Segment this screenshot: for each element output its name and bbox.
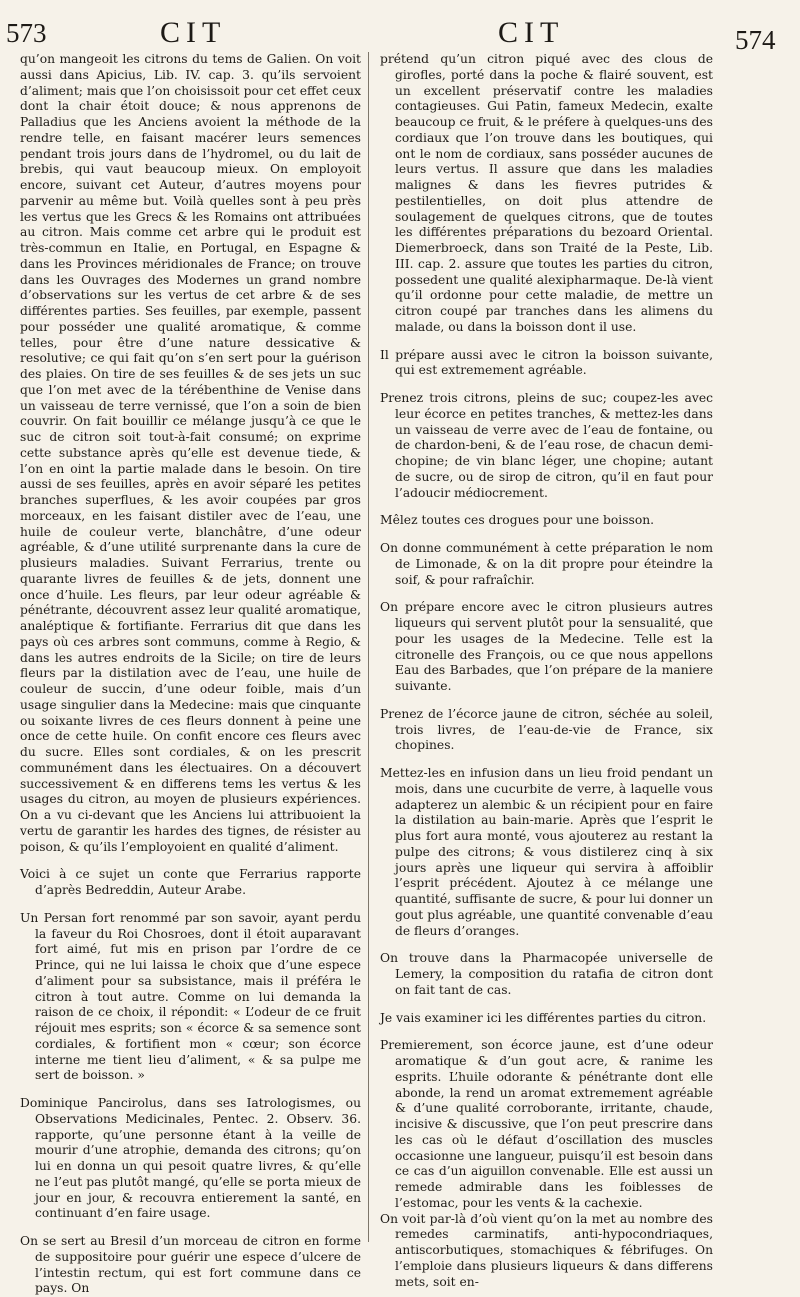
right-column xyxy=(380,52,713,1290)
paragraph-citron-girofles: prétend qu’un citron piqué avec des clous de girofles, porté dans la poche & flairé souvent, est un excellent préservatif contre les maladies contagieuses. Gui Patin, fameux Medecin, exalte beaucoup ce fruit, & le préfere à quelques-uns des cordiaux que l’on trouve dans les boutiques, qui ont le nom de cordiaux, sans posséder aucunes de leurs vertus. Il assure que dans les maladies malignes & dans les fievres putrides & pestilentielles, on doit plus attendre de soulagement de quelques citrons, que de toutes les différentes préparations du bezoard Oriental. Diemerbroeck, dans son Traité de la Peste, Lib. III. cap. 2. assure que toutes les parties du citron, possedent une qualité alexipharmaque. De-là vient qu’il ordonne pour cette maladie, de mettre un citron coupé par tranches dans les alimens du malade, ou dans la boisson dont il use. xyxy=(380,52,713,334)
paragraph-bresil: On se sert au Bresil d’un morceau de citron en forme de suppositoire pour guérir une espece d’ulcere de l’intestin rectum, qui est fort commune dans ce pays. On xyxy=(20,1234,361,1296)
paragraph-boisson-intro: Il prépare aussi avec le citron la boisson suivante, qui est extremement agréable. xyxy=(380,347,713,378)
paragraph-citronelle: On prépare encore avec le citron plusieurs autres liqueurs qui servent plutôt pour la sensualité, que pour les usages de la Medecine. Telle est la citronelle des François, ou ce que nous appellons Eau des Barbades, que l’on prépare de la maniere suivante. xyxy=(380,600,713,693)
paragraph-lemery: On trouve dans la Pharmacopée universelle de Lemery, la composition du ratafia de citron dont on fait tant de cas. xyxy=(380,951,713,997)
left-column xyxy=(20,52,361,1297)
paragraph-parties: Je vais examiner ici les différentes parties du citron. xyxy=(380,1010,707,1025)
running-head-right: CIT xyxy=(498,16,565,49)
paragraph-pancirolus: Dominique Pancirolus, dans ses Iatrologismes, ou Observations Medicinales, Pentec. 2. Observ. 36. rapporte, qu’une personne étant à la veille de mourir d’une atrophie, demanda des citrons; qu’on lui en donna un qui pesoit quatre livres, & qu’elle ne l’eut pas plutôt mangé, qu’elle se porta mieux de jour en jour, & recouvra entierement la santé, en continuant d’en faire usage. xyxy=(20,1096,361,1221)
recipe-infusion: Mettez-les en infusion dans un lieu froid pendant un mois, dans une cucurbite de verre, à laquelle vous adapterez un alembic & un récipient pour en faire la distilation au bain-marie. Après que l’esprit le plus fort aura monté, vous ajouterez au restant la pulpe des citrons; & vous distilerez cinq à six jours après une liqueur qui servira à affoiblir l’esprit précédent. Ajoutez à ce mélange une quantité, suffisante de sucre, & pour lui donner un gout plus agréable, une quantité convenable d’eau de fleurs d’oranges. xyxy=(380,766,713,938)
recipe-ecorce: Prenez de l’écorce jaune de citron, séchée au soleil, trois livres, de l’eau-de-vie de France, six chopines. xyxy=(380,706,713,753)
paragraph-carminatifs: On voit par-là d’où vient qu’on la met au nombre des remedes carminatifs, anti-hypocondriaques, antiscorbutiques, stomachiques & fébrifuges. On l’emploie dans plusieurs liqueurs & dans differens mets, soit en- xyxy=(380,1211,713,1289)
column-divider xyxy=(368,52,369,1242)
recipe-melez: Mêlez toutes ces drogues pour une boisson. xyxy=(380,513,655,528)
paragraph-ferrarius-tale: Voici à ce sujet un conte que Ferrarius rapporte d’après Bedreddin, Auteur Arabe. xyxy=(20,867,361,897)
paragraph-galien: qu’on mangeoit les citrons du tems de Galien. On voit aussi dans Apicius, Lib. IV. cap. 3. qu’ils servoient d’aliment; mais que l’on choisissoit pour cet effet ceux dont la chair étoit douce; & nous apprenons de Palladius que les Anciens avoient la méthode de la rendre telle, en faisant macérer leurs semences pendant trois jours dans de l’hydromel, ou du lait de brebis, qui vaut beaucoup mieux. On employoit encore, suivant cet Auteur, d’autres moyens pour parvenir au même but. Voilà quelles sont à peu près les vertus que les Grecs & les Romains ont attribuées au citron. Mais comme cet arbre qui le produit est très-commun en Italie, en Portugal, en Espagne & dans les Provinces méridionales de France; on trouve dans les Ouvrages des Modernes un grand nombre d’observations sur les vertus de cet arbre & de ses différentes parties. Ses feuilles, par exemple, passent pour posséder une qualité aromatique, & comme telles, pour être d’une nature dessicative & resolutive; ce qui fait qu’on s’en sert pour la guérison des plaies. On tire de ses feuilles & de ses jets un suc que l’on met avec de la térébenthine de Venise dans un vaisseau de terre vernissé, que l’on a soin de bien couvrir. On fait bouillir ce mélange jusqu’à ce que le suc de citron soit tout-à-fait consumé; on exprime cette substance après qu’elle est devenue tiede, & l’on en oint la partie malade dans le besoin. On tire aussi de ses feuilles, après en avoir séparé les petites branches superflues, & les avoir coupées par gros morceaux, en les faisant distiler avec de l’eau, une huile de couleur verte, blanchâtre, d’une odeur agréable, & d’une utilité surprenante dans la cure de plusieurs maladies. Suivant Ferrarius, trente ou quarante livres de feuilles & de jets, donnent une once d’huile. Les fleurs, par leur odeur agréable & pénétrante, découvrent assez leur qualité aromatique, analéptique & fortifiante. Ferrarius dit que dans les pays où ces arbres sont communs, comme à Regio, & dans les autres endroits de la Sicile; on tire de leurs fleurs par la distilation avec de l’eau, une huile de couleur de succin, d’une odeur foible, mais d’un usage singulier dans la Medecine: mais que cinquante ou soixante livres de ces fleurs donnent à peine une once de cette huile. On confit encore ces fleurs avec du sucre. Elles sont cordiales, & on les prescrit communément dans les électuaires. On a découvert successivement & en differens tems les vertus & les usages du citron, au moyen de plusieurs expériences. On a vu ci-devant que les Anciens lui attribuoient la vertu de garantir les hardes des tignes, de résister au poison, & qu’ils l’employoient en qualité d’aliment. xyxy=(20,52,361,854)
page-number-left: 573 xyxy=(6,18,47,48)
recipe-limonade: Prenez trois citrons, pleins de suc; coupez-les avec leur écorce en petites tranches, & mettez-les dans un vaisseau de verre avec de l’eau de fontaine, ou de chardon-beni, & de l’eau rose, de chacun demi-chopine; de vin blanc léger, une chopine; autant de sucre, ou de sirop de citron, qu’il en faut pour l’adoucir médiocrement. xyxy=(380,391,713,500)
paragraph-ecorce-jaune: Premierement, son écorce jaune, est d’une odeur aromatique & d’un gout acre, & ranime les esprits. L’huile odorante & pénétrante dont elle abonde, la rend un aromat extremement agréable & d’une qualité corroborante, irritante, chaude, incisive & discussive, que l’on peut prescrire dans les cas où le défaut d’oscillation des muscles occasionne une langueur, puisqu’il est besoin dans ce cas d’un aiguillon convenable. Elle est aussi un remede admirable dans les foiblesses de l’estomac, pour les vents & la cachexie. xyxy=(380,1038,713,1210)
page-number-right: 574 xyxy=(735,25,776,55)
paragraph-limonade-name: On donne communément à cette préparation le nom de Limonade, & on la dit propre pour éteindre la soif, & pour rafraîchir. xyxy=(380,541,713,587)
running-head-left: CIT xyxy=(160,16,227,49)
paragraph-persan: Un Persan fort renommé par son savoir, ayant perdu la faveur du Roi Chosroes, dont il étoit auparavant fort aimé, fut mis en prison par l’ordre de ce Prince, qui ne lui laissa le choix que d’une espece d’aliment pour sa subsistance, mais il préféra le citron à tout autre. Comme on lui demanda la raison de ce choix, il répondit: « L’odeur de ce fruit réjouit mes esprits; son « écorce & sa semence sont cordiales, & fortifient mon « cœur; son écorce interne me tient lieu d’aliment, « & sa pulpe me sert de boisson. » xyxy=(20,910,361,1083)
